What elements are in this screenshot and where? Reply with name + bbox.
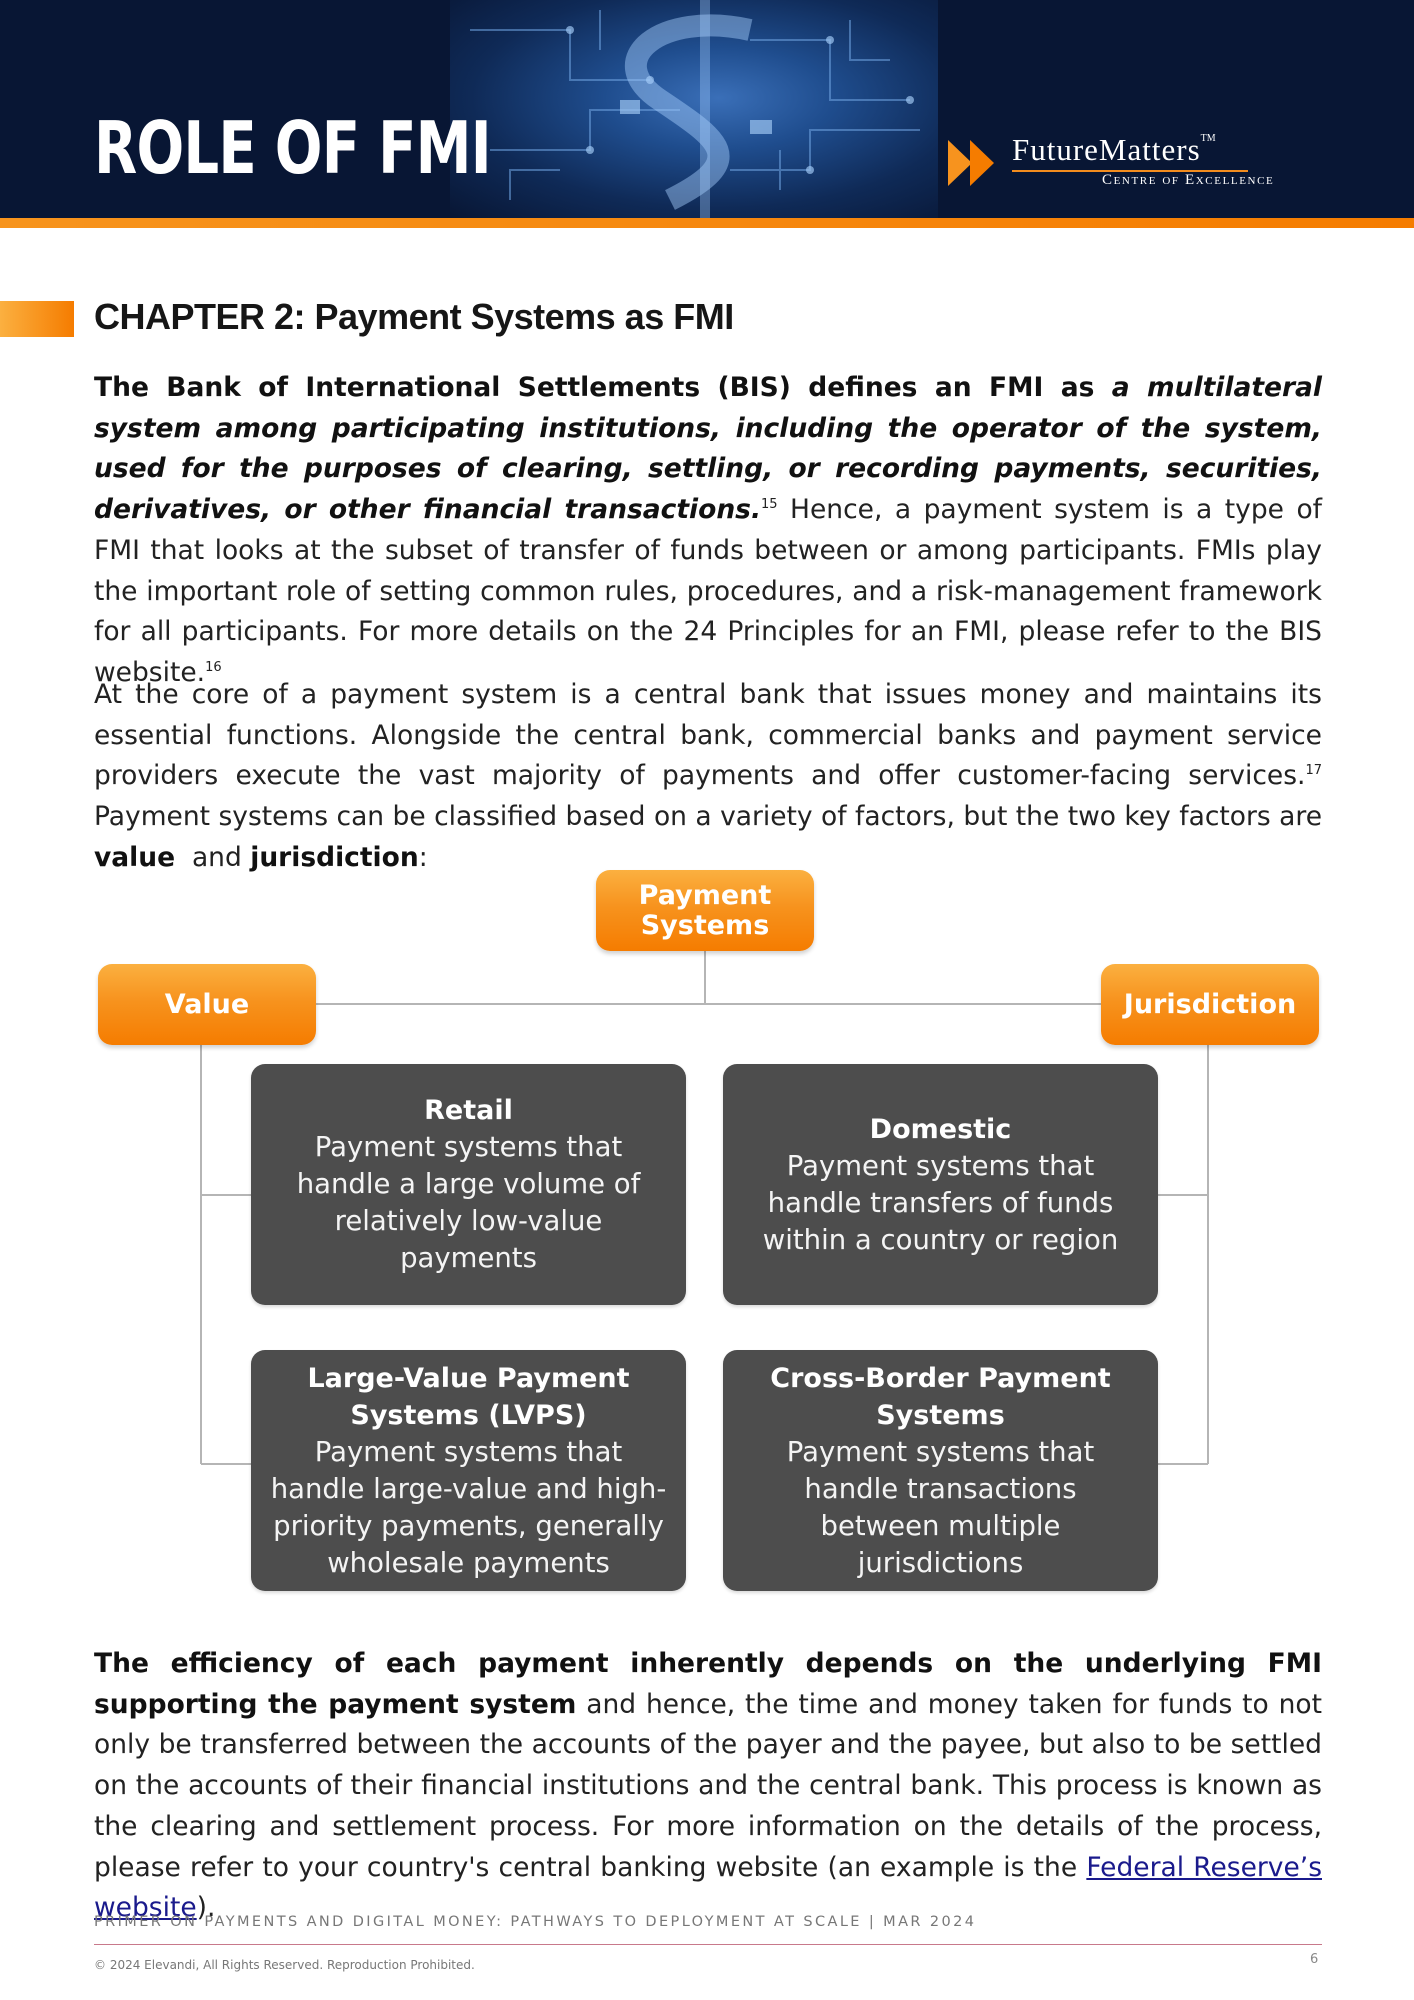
- federal-reserve-link[interactable]: Federal Reserve’s website: [94, 1851, 1322, 1924]
- box-description: Payment systems that handle large-value and high-priority payments, generally wholesale payments: [270, 1435, 667, 1579]
- footnote-ref[interactable]: 17: [1305, 763, 1322, 779]
- logo-tagline: Centre of Excellence: [1102, 172, 1275, 188]
- box-title: Cross-Border Payment Systems: [770, 1362, 1111, 1431]
- footer-document-title: PRIMER ON PAYMENTS AND DIGITAL MONEY: PATHWAYS TO DEPLOYMENT AT SCALE | MAR 2024: [94, 1914, 977, 1930]
- value-node: Value: [98, 964, 316, 1045]
- header-accent-stripe: [0, 218, 1414, 228]
- cross-border-box: [723, 1350, 1158, 1591]
- footnote-ref[interactable]: 15: [761, 497, 778, 513]
- box-title: Domestic: [869, 1113, 1012, 1145]
- jurisdiction-node: Jurisdiction: [1101, 964, 1319, 1045]
- footer-copyright: © 2024 Elevandi, All Rights Reserved. Reproduction Prohibited.: [94, 1958, 475, 1972]
- paragraph-efficiency: The efficiency of each payment inherently depends on the underlying FMI supporting the payment system and hence, the time and money taken for funds to not only be transferred between the accounts of the payer and the payee, but also to be settled on the accounts of their financial institutions and the central bank. This process is known as the clearing and settlement process. For more information on the details of the process, please refer to your country's central banking website (an example is the Federal Reserve’s website).: [94, 1648, 1322, 1924]
- paragraph-bis-definition: The Bank of International Settlements (BIS) defines an FMI as a multilateral system among participating institutions, including the operator of the system, used for the purposes of clearing, settling, or recording payments, securities, derivatives, or other financial transactions.$^{15}$ Hence, a payment system is a type of FMI that looks at the subset of transfer of funds between or among participants. FMIs play the important role of setting common rules, procedures, and a risk-management framework for all participants. For more details on the 24 Principles for an FMI, please refer to the BIS website.$^{16}$: [94, 372, 1323, 688]
- box-description: Payment systems that handle transactions between multiple jurisdictions: [786, 1435, 1095, 1579]
- chapter-accent-bar: [0, 301, 74, 337]
- footnote-ref[interactable]: 16: [205, 660, 222, 676]
- header-banner: [0, 0, 1414, 218]
- payment-systems-node: Payment Systems: [596, 870, 814, 951]
- box-description: Payment systems that handle a large volume of relatively low-value payments: [296, 1131, 641, 1274]
- box-title: Large-Value Payment Systems (LVPS): [307, 1362, 630, 1431]
- logo-name: FutureMatters™: [1012, 132, 1216, 167]
- page-number: 6: [1310, 1952, 1319, 1967]
- page-title: ROLE OF FMI: [94, 106, 491, 190]
- box-title: Retail: [424, 1095, 513, 1126]
- retail-box: [251, 1064, 686, 1305]
- circuit-dollar-image: [450, 0, 938, 218]
- footer-divider: [94, 1944, 1322, 1945]
- double-arrow-icon: [948, 140, 1000, 186]
- box-description: Payment systems that handle transfers of funds within a country or region: [762, 1149, 1119, 1256]
- domestic-box: [723, 1064, 1158, 1305]
- chapter-heading: CHAPTER 2: Payment Systems as FMI: [94, 296, 734, 337]
- lvps-box: [251, 1350, 686, 1591]
- payment-systems-diagram: [0, 860, 1414, 1600]
- paragraph-core-payment-system: At the core of a payment system is a central bank that issues money and maintains its essential functions. Alongside the central bank, commercial banks and payment service providers execute the vast majority of payments and offer customer-facing services.$^{17}$ Payment systems can be classified based on a variety of factors, but the two key factors are value and jurisdiction:: [94, 679, 1322, 873]
- futurematters-logo: [948, 134, 1328, 194]
